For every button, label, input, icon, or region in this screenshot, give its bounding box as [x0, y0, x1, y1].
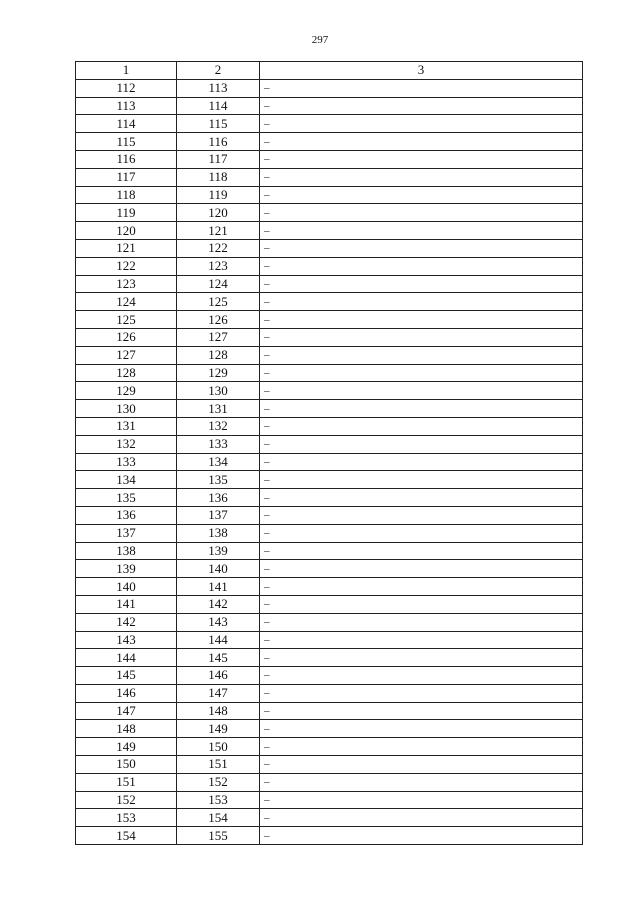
table-cell-col3: –	[260, 738, 583, 756]
table-cell-col1: 142	[76, 613, 177, 631]
table-cell-col3: –	[260, 168, 583, 186]
table-row	[76, 186, 583, 204]
table-cell-col3: –	[260, 417, 583, 435]
table-row	[76, 257, 583, 275]
table-cell-col3: –	[260, 542, 583, 560]
table-row	[76, 400, 583, 418]
table-cell-col2: 114	[177, 97, 260, 115]
table-cell-col3: –	[260, 257, 583, 275]
table-cell-col3: –	[260, 400, 583, 418]
column-header-2: 2	[177, 62, 260, 80]
table-cell-col2: 155	[177, 827, 260, 845]
table-cell-col1: 151	[76, 773, 177, 791]
table-cell-col1: 138	[76, 542, 177, 560]
table-cell-col2: 136	[177, 489, 260, 507]
table-cell-col1: 143	[76, 631, 177, 649]
table-row	[76, 667, 583, 685]
table-row	[76, 595, 583, 613]
table-cell-col1: 131	[76, 417, 177, 435]
table-cell-col3: –	[260, 720, 583, 738]
table-row	[76, 275, 583, 293]
table-row	[76, 489, 583, 507]
table-cell-col1: 127	[76, 346, 177, 364]
table-row	[76, 560, 583, 578]
table-row	[76, 168, 583, 186]
table-cell-col2: 128	[177, 346, 260, 364]
table-cell-col3: –	[260, 560, 583, 578]
table-cell-col3: –	[260, 684, 583, 702]
page-number: 297	[311, 34, 329, 46]
table-cell-col1: 128	[76, 364, 177, 382]
table-row	[76, 222, 583, 240]
table-cell-col1: 130	[76, 400, 177, 418]
table-cell-col2: 125	[177, 293, 260, 311]
table-cell-col3: –	[260, 631, 583, 649]
table-cell-col2: 147	[177, 684, 260, 702]
table-cell-col2: 152	[177, 773, 260, 791]
table-cell-col1: 115	[76, 133, 177, 151]
table-cell-col2: 139	[177, 542, 260, 560]
table-cell-col2: 138	[177, 524, 260, 542]
table-row	[76, 364, 583, 382]
table-cell-col1: 146	[76, 684, 177, 702]
table-cell-col2: 124	[177, 275, 260, 293]
table-cell-col2: 154	[177, 809, 260, 827]
table-cell-col3: –	[260, 97, 583, 115]
table-cell-col3: –	[260, 222, 583, 240]
table-cell-col2: 123	[177, 257, 260, 275]
table-row	[76, 417, 583, 435]
table-row	[76, 649, 583, 667]
table-header	[76, 62, 583, 80]
table-cell-col2: 122	[177, 239, 260, 257]
table-cell-col2: 126	[177, 311, 260, 329]
table-cell-col1: 140	[76, 578, 177, 596]
table-cell-col1: 148	[76, 720, 177, 738]
table-cell-col3: –	[260, 702, 583, 720]
table-cell-col3: –	[260, 435, 583, 453]
table-cell-col1: 144	[76, 649, 177, 667]
table-cell-col1: 132	[76, 435, 177, 453]
table-row	[76, 311, 583, 329]
table-cell-col3: –	[260, 827, 583, 845]
table-cell-col1: 114	[76, 115, 177, 133]
table-row	[76, 738, 583, 756]
column-header-3: 3	[260, 62, 583, 80]
table-cell-col3: –	[260, 293, 583, 311]
table-cell-col1: 116	[76, 150, 177, 168]
table-cell-col1: 129	[76, 382, 177, 400]
table-row	[76, 809, 583, 827]
table-cell-col2: 153	[177, 791, 260, 809]
table-row	[76, 791, 583, 809]
table-cell-col3: –	[260, 328, 583, 346]
table-cell-col3: –	[260, 471, 583, 489]
table-row	[76, 756, 583, 774]
table-cell-col3: –	[260, 667, 583, 685]
table-cell-col3: –	[260, 791, 583, 809]
table-cell-col1: 117	[76, 168, 177, 186]
table-cell-col3: –	[260, 506, 583, 524]
table-cell-col2: 119	[177, 186, 260, 204]
table-cell-col1: 118	[76, 186, 177, 204]
table-cell-col2: 142	[177, 595, 260, 613]
header-row	[76, 62, 583, 80]
table-row	[76, 133, 583, 151]
table-cell-col1: 136	[76, 506, 177, 524]
table-row	[76, 631, 583, 649]
table-row	[76, 578, 583, 596]
table-cell-col2: 131	[177, 400, 260, 418]
table-cell-col3: –	[260, 773, 583, 791]
table-body	[76, 79, 583, 844]
table-cell-col3: –	[260, 578, 583, 596]
table-cell-col2: 141	[177, 578, 260, 596]
table-row	[76, 435, 583, 453]
table-cell-col1: 125	[76, 311, 177, 329]
table-cell-col2: 149	[177, 720, 260, 738]
table-cell-col1: 150	[76, 756, 177, 774]
table-cell-col1: 137	[76, 524, 177, 542]
table-cell-col2: 146	[177, 667, 260, 685]
table-cell-col2: 150	[177, 738, 260, 756]
table-cell-col1: 122	[76, 257, 177, 275]
column-header-1: 1	[76, 62, 177, 80]
table-cell-col1: 153	[76, 809, 177, 827]
table-cell-col3: –	[260, 186, 583, 204]
table-cell-col1: 133	[76, 453, 177, 471]
table-cell-col3: –	[260, 649, 583, 667]
table-cell-col1: 134	[76, 471, 177, 489]
table-cell-col2: 132	[177, 417, 260, 435]
table-cell-col3: –	[260, 613, 583, 631]
table-cell-col2: 137	[177, 506, 260, 524]
table-cell-col1: 120	[76, 222, 177, 240]
table-cell-col2: 113	[177, 79, 260, 97]
table-row	[76, 150, 583, 168]
table-cell-col2: 134	[177, 453, 260, 471]
table-cell-col3: –	[260, 204, 583, 222]
table-row	[76, 702, 583, 720]
table-row	[76, 524, 583, 542]
table-cell-col3: –	[260, 79, 583, 97]
table-row	[76, 115, 583, 133]
table-cell-col2: 140	[177, 560, 260, 578]
table-cell-col1: 147	[76, 702, 177, 720]
table-cell-col1: 152	[76, 791, 177, 809]
table-cell-col3: –	[260, 275, 583, 293]
table-row	[76, 79, 583, 97]
table-cell-col1: 126	[76, 328, 177, 346]
table-cell-col1: 141	[76, 595, 177, 613]
table-cell-col3: –	[260, 364, 583, 382]
table-row	[76, 453, 583, 471]
table-cell-col1: 149	[76, 738, 177, 756]
table-row	[76, 204, 583, 222]
table-cell-col3: –	[260, 809, 583, 827]
table-cell-col2: 133	[177, 435, 260, 453]
table-row	[76, 542, 583, 560]
table-cell-col2: 117	[177, 150, 260, 168]
table-cell-col2: 144	[177, 631, 260, 649]
table-cell-col1: 112	[76, 79, 177, 97]
table-cell-col1: 124	[76, 293, 177, 311]
table-cell-col3: –	[260, 453, 583, 471]
table-row	[76, 293, 583, 311]
table-cell-col1: 113	[76, 97, 177, 115]
table-cell-col1: 119	[76, 204, 177, 222]
table-row	[76, 382, 583, 400]
table-cell-col3: –	[260, 133, 583, 151]
table-row	[76, 613, 583, 631]
table-cell-col2: 120	[177, 204, 260, 222]
table-cell-col3: –	[260, 489, 583, 507]
table-cell-col2: 145	[177, 649, 260, 667]
table-cell-col2: 116	[177, 133, 260, 151]
table-row	[76, 506, 583, 524]
table-cell-col1: 121	[76, 239, 177, 257]
table-cell-col3: –	[260, 756, 583, 774]
table-row	[76, 471, 583, 489]
table-cell-col2: 151	[177, 756, 260, 774]
table-row	[76, 97, 583, 115]
data-table	[75, 61, 583, 845]
table-row	[76, 346, 583, 364]
table-cell-col2: 115	[177, 115, 260, 133]
table-cell-col2: 130	[177, 382, 260, 400]
table-cell-col2: 121	[177, 222, 260, 240]
table-row	[76, 684, 583, 702]
table-row	[76, 827, 583, 845]
table-cell-col1: 145	[76, 667, 177, 685]
table-cell-col3: –	[260, 595, 583, 613]
table-cell-col2: 127	[177, 328, 260, 346]
table-row	[76, 720, 583, 738]
table-cell-col3: –	[260, 239, 583, 257]
table-cell-col3: –	[260, 524, 583, 542]
table-cell-col1: 123	[76, 275, 177, 293]
table-cell-col3: –	[260, 346, 583, 364]
table-row	[76, 328, 583, 346]
table-cell-col1: 139	[76, 560, 177, 578]
table-cell-col1: 154	[76, 827, 177, 845]
table-cell-col3: –	[260, 115, 583, 133]
table-cell-col3: –	[260, 150, 583, 168]
table-cell-col2: 143	[177, 613, 260, 631]
table-cell-col2: 129	[177, 364, 260, 382]
table-cell-col1: 135	[76, 489, 177, 507]
table-cell-col2: 148	[177, 702, 260, 720]
table-row	[76, 773, 583, 791]
table-row	[76, 239, 583, 257]
table-cell-col2: 118	[177, 168, 260, 186]
table-cell-col2: 135	[177, 471, 260, 489]
table-cell-col3: –	[260, 382, 583, 400]
table-cell-col3: –	[260, 311, 583, 329]
